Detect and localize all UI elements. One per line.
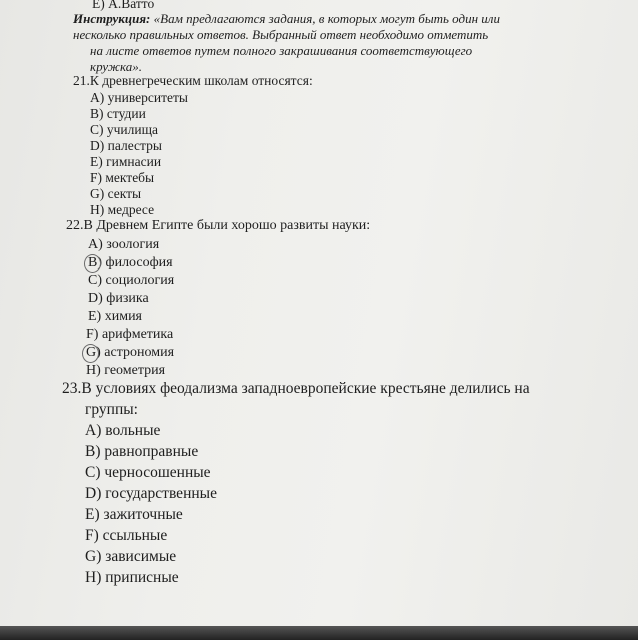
instruction-line-1 (73, 11, 500, 27)
q22-option-a: A) зоология (88, 237, 160, 252)
q21-option-a: A) университеты (90, 90, 188, 105)
instruction-line-4: кружка». (90, 59, 142, 74)
q21-option-e: E) гимнасии (90, 154, 162, 169)
pencil-circle-mark-icon (88, 255, 173, 271)
question-23-title-line-2: группы: (85, 401, 138, 418)
question-22-title: 22.В Древнем Египте были хорошо развиты науки: (66, 218, 371, 233)
q23-option-b: B) равноправные (85, 443, 199, 460)
q22-option-b (88, 255, 173, 271)
q23-option-g: G) зависимые (85, 548, 177, 565)
instruction-text-1: «Вам предлагаются задания, в которых могут быть один или (153, 11, 500, 26)
q23-option-d: D) государственные (85, 485, 217, 502)
q23-option-e: E) зажиточные (85, 506, 183, 523)
question-23-title-line-1: 23.В условиях феодализма западноевропейские крестьяне делились на (62, 380, 530, 397)
desk-background (0, 626, 638, 640)
q23-option-c: C) черносошенные (85, 464, 211, 481)
q23-option-h: H) приписные (85, 569, 179, 586)
instruction-label: Инструкция: (73, 11, 151, 26)
instruction-line-3: на листе ответов путем полного закрашивания соответствующего (90, 43, 473, 58)
q23-option-a: A) вольные (85, 422, 161, 439)
pencil-circle-mark-icon (86, 345, 174, 361)
q22-option-d: D) физика (88, 291, 149, 306)
q22-option-g-text: G) астрономия (86, 345, 175, 360)
q22-option-h: H) геометрия (86, 363, 166, 378)
q22-option-g (86, 345, 174, 361)
q21-option-f: F) мектебы (90, 170, 155, 185)
q22-option-e: E) химия (88, 309, 142, 324)
q22-option-f: F) арифметика (86, 327, 174, 342)
q23-option-f: F) ссыльные (85, 527, 168, 544)
q21-option-d: D) палестры (90, 138, 162, 153)
q21-option-g: G) секты (90, 186, 142, 201)
q22-option-b-text: B) философия (88, 255, 173, 270)
previous-answer-line: E) А.Ватто (92, 0, 155, 11)
q21-option-h: H) медресе (90, 202, 155, 217)
question-21-title: 21.К древнегреческим школам относятся: (73, 73, 313, 88)
q21-option-b: B) студии (90, 106, 146, 121)
q22-option-c: C) социология (88, 273, 175, 288)
instruction-line-2: несколько правильных ответов. Выбранный ответ необходимо отметить (73, 27, 489, 42)
q21-option-c: C) училища (90, 122, 158, 137)
